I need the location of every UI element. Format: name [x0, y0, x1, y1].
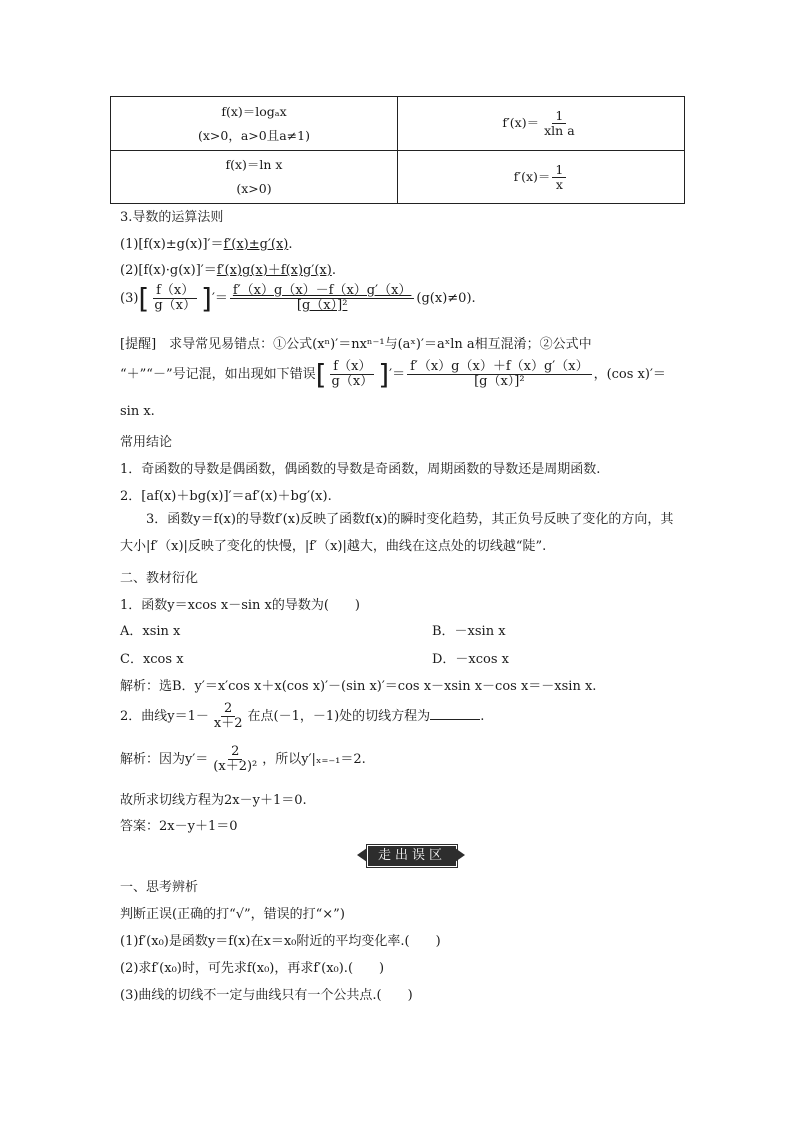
table-cell	[398, 151, 685, 204]
table-cell	[398, 97, 685, 151]
answer: 答案：2x－y＋1＝0	[120, 819, 238, 834]
conclusions-heading: 常用结论	[120, 435, 173, 450]
question-2-text: 2．曲线y＝1－	[120, 709, 209, 724]
tip-text: “＋”“－”号记混，如出现如下错误	[120, 367, 316, 382]
fraction-answer	[230, 284, 415, 313]
option-d: D．－xcos x	[432, 652, 509, 667]
left-bracket: [	[138, 281, 150, 315]
conclusion-1: 1．奇函数的导数是偶函数，偶函数的导数是奇函数，周期函数的导数还是周期函数.	[120, 462, 601, 477]
fraction-denominator: [g（x）]²	[474, 374, 525, 389]
fraction	[329, 360, 377, 389]
tip-line-1: [提醒] 求导常见易错点：①公式(xⁿ)′＝nxⁿ⁻¹与(aˣ)′＝aˣln a相互混淆；②公式中	[120, 337, 592, 352]
section-badge	[357, 843, 465, 867]
rule-2-answer: f′(x)g(x)＋f(x)g′(x)	[216, 263, 332, 278]
rule-2-end: .	[331, 263, 336, 278]
fraction-denominator: (x＋2)²	[213, 759, 258, 774]
fraction	[552, 163, 566, 192]
rule-3	[120, 281, 476, 315]
fraction-numerator: f（x）	[153, 284, 197, 299]
solution-2-text: 解析：因为y′＝	[120, 752, 209, 767]
right-bracket: ]	[201, 281, 212, 315]
right-bracket: ]	[378, 357, 390, 391]
fraction-numerator: 1	[552, 163, 566, 178]
solution-1: 解析：选B．y′＝x′cos x＋x(cos x)′－(sin x)′＝cos x－xsin x－cos x＝－xsin x.	[120, 679, 597, 694]
rule-3-end: (g(x)≠0).	[416, 291, 476, 306]
table-row	[111, 151, 685, 204]
equals: ′＝	[211, 291, 228, 306]
fraction-numerator: f′（x）g（x）＋f（x）g′（x）	[407, 360, 592, 375]
fraction-numerator: f′（x）g（x）－f（x）g′（x）	[230, 284, 415, 299]
bracket-expression	[138, 281, 212, 315]
section-2-heading: 二、教材衍化	[120, 571, 199, 586]
rules-heading: 3.导数的运算法则	[120, 210, 224, 225]
fraction	[211, 702, 246, 731]
formula-log-condition: (x>0，a>0且a≠1)	[198, 127, 310, 143]
conclusion-2: 2．[af(x)＋bg(x)]′＝af′(x)＋bg′(x).	[120, 489, 332, 504]
fraction-denominator: xln a	[544, 123, 575, 138]
fraction-numerator: f（x）	[330, 360, 374, 375]
statement-2: (2)求f′(x₀)时，可先求f(x₀)，再求f′(x₀).( )	[120, 961, 385, 976]
fraction-denominator: x	[555, 176, 563, 192]
rule-1-end: .	[288, 237, 293, 252]
fraction	[541, 109, 578, 138]
rule-1-answer: f′(x)±g′(x)	[223, 237, 289, 252]
solution-2-text-2: ，所以y′|ₓ₌₋₁＝2.	[262, 752, 366, 767]
fraction	[407, 360, 592, 389]
question-2	[120, 702, 484, 731]
formula-ln: f(x)＝ln x	[225, 157, 283, 172]
conclusion-3: 3．函数y＝f(x)的导数f′(x)反映了函数f(x)的瞬时变化趋势，其正负号反映了变化的方向，其大小|f′（x)|反映了变化的快慢，|f′（x)|越大，曲线在这点处的切线越“陡”.	[120, 512, 674, 554]
tip-post: ，(cos x)′＝	[593, 367, 666, 382]
option-c: C．xcos x	[120, 652, 184, 667]
left-bracket: [	[315, 357, 327, 391]
rule-2-lhs: (2)[f(x)·g(x)]′＝	[120, 263, 217, 278]
rule-1-lhs: (1)[f(x)±g(x)]′＝	[120, 237, 224, 252]
table-cell	[111, 97, 398, 151]
solution-2	[120, 745, 366, 774]
derivative-log-lhs: f′(x)＝	[502, 115, 540, 130]
option-b: B．－xsin x	[432, 624, 506, 639]
badge-right-cap	[455, 848, 465, 862]
fraction	[151, 284, 199, 313]
fraction-numerator: 2	[221, 702, 235, 717]
answer-blank	[430, 707, 480, 720]
table-row	[111, 97, 685, 151]
rule-2	[120, 259, 336, 278]
section-3-heading: 一、思考辨析	[120, 880, 199, 895]
fraction-denominator: [g（x）]²	[296, 298, 348, 313]
question-2-end: .	[480, 709, 485, 724]
rule-1	[120, 233, 293, 252]
tip-line-3: sin x.	[120, 404, 155, 419]
fraction	[210, 745, 260, 774]
question-2-text-2: 在点(－1，－1)处的切线方程为	[247, 709, 431, 724]
statement-1: (1)f′(x₀)是函数y＝f(x)在x＝x₀附近的平均变化率.( )	[120, 934, 441, 949]
statement-3: (3)曲线的切线不一定与曲线只有一个公共点.( )	[120, 988, 413, 1003]
bracket-expression	[315, 357, 390, 391]
rule-3-label: (3)	[120, 291, 139, 306]
solution-2-conclusion: 故所求切线方程为2x－y＋1＝0.	[120, 793, 307, 808]
badge-left-cap	[357, 848, 367, 862]
tip-line-2	[120, 357, 666, 391]
fraction-numerator: 1	[552, 109, 566, 124]
derivative-formula-table	[110, 96, 685, 204]
question-1: 1．函数y＝xcos x－sin x的导数为( )	[120, 598, 360, 613]
fraction-denominator: g（x）	[154, 298, 197, 313]
section-3-intro: 判断正误(正确的打“√”，错误的打“×”)	[120, 907, 345, 922]
badge-label: 走出误区	[367, 845, 457, 867]
table-cell	[111, 151, 398, 204]
fraction-denominator: x＋2	[213, 716, 243, 731]
formula-ln-condition: (x>0)	[236, 181, 272, 196]
fraction-numerator: 2	[228, 745, 242, 760]
option-a: A．xsin x	[120, 624, 181, 639]
derivative-ln-lhs: f′(x)＝	[513, 168, 551, 184]
fraction-denominator: g（x）	[331, 374, 374, 389]
formula-log: f(x)＝logₐx	[221, 103, 287, 119]
equals: ′＝	[389, 367, 406, 382]
